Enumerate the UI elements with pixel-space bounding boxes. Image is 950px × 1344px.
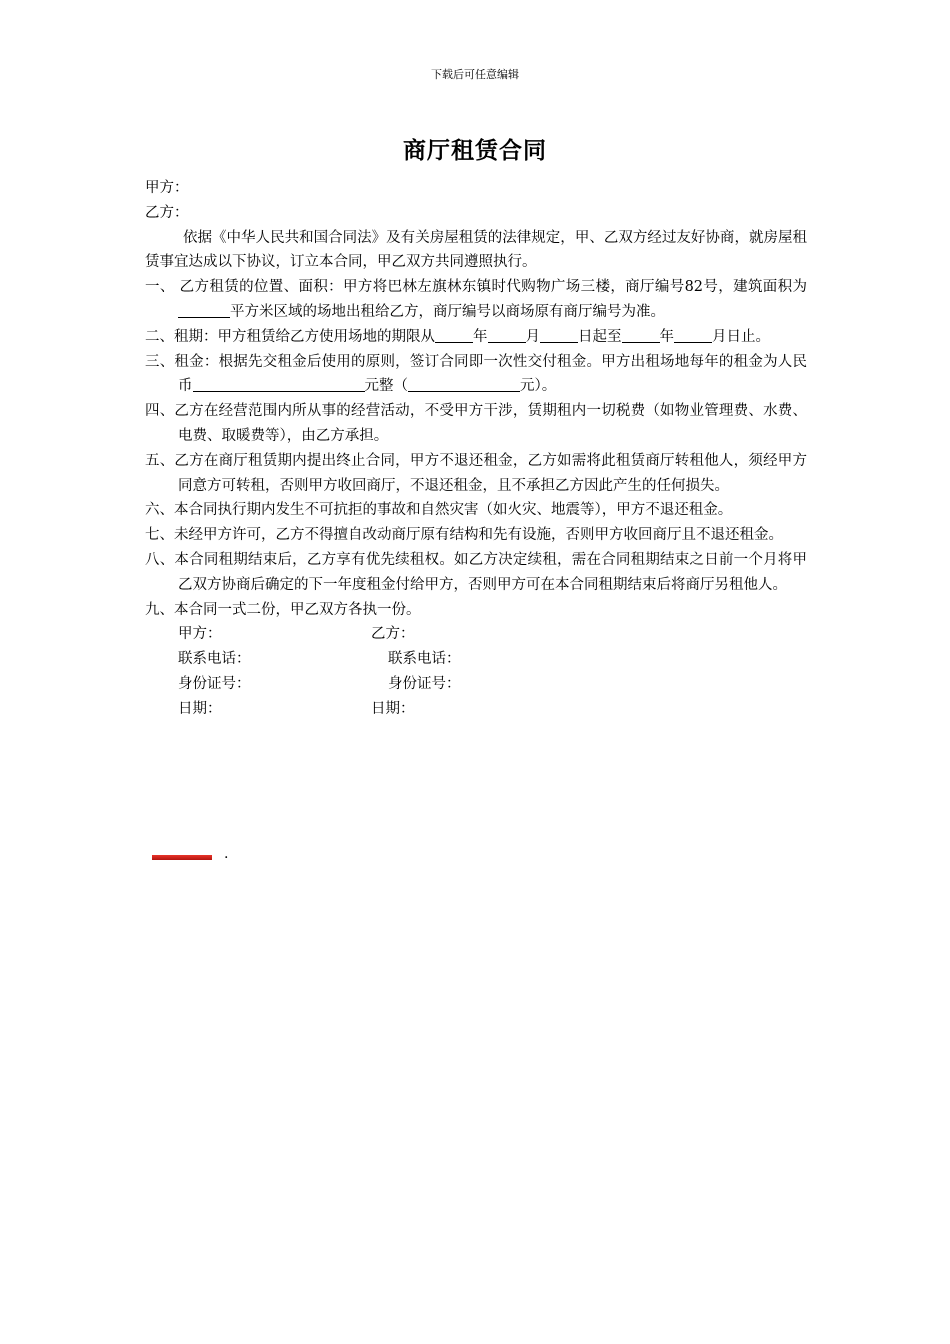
intro-paragraph: 依据《中华人民共和国合同法》及有关房屋租赁的法律规定，甲、乙双方经过友好协商，就房屋租赁事宜达成以下协议，订立本合同，甲乙双方共同遵照执行。: [145, 229, 807, 271]
download-note: 下载后可任意编辑: [431, 68, 519, 81]
rent-amount-number-blank: [408, 375, 520, 392]
contract-body: [145, 176, 807, 722]
signature-id-row: [145, 672, 807, 697]
clause-3-text: 三、租金：根据先交租金后使用的原则，签订合同即一次性交付租金。甲方出租场地每年的租金为人民币: [145, 353, 807, 395]
signature-party-a: 甲方：: [178, 626, 222, 643]
signature-date-b: 日期：: [371, 700, 415, 717]
clause-1-text-b: 平方米区域的场地出租给乙方，商厅编号以商场原有商厅编号为准。: [230, 303, 665, 320]
clause-9: 九、本合同一式二份，甲乙双方各执一份。: [145, 601, 421, 618]
rent-amount-words-blank: [193, 375, 365, 392]
clause-3-close-label: 元）。: [520, 378, 557, 395]
signature-phone-b: 联系电话：: [388, 651, 461, 668]
signature-id-b: 身份证号：: [388, 675, 461, 692]
start-year-blank: [435, 326, 473, 343]
signature-phone-a: 联系电话：: [178, 651, 251, 668]
party-b-line: 乙方：: [145, 204, 189, 221]
signature-party-b: 乙方：: [371, 626, 415, 643]
clause-3: [145, 350, 807, 400]
clause-5: 五、乙方在商厅租赁期内提出终止合同，甲方不退还租金，乙方如需将此租赁商厅转租他人，须经甲方同意方可转租，否则甲方收回商厅，不退还租金，且不承担乙方因此产生的任何损失。: [145, 452, 807, 494]
trailing-dot: .: [224, 846, 229, 862]
clause-2-end-label: 日止。: [726, 328, 770, 345]
start-month-blank: [488, 326, 526, 343]
signature-id-a: 身份证号：: [178, 675, 251, 692]
contract-title: 商厅租赁合同: [403, 137, 547, 164]
red-bar-mark: [152, 855, 212, 860]
clause-7: 七、未经甲方许可，乙方不得擅自改动商厅原有结构和先有设施，否则甲方收回商厅且不退还租金。: [145, 527, 783, 544]
clause-4: 四、乙方在经营范围内所从事的经营活动，不受甲方干涉，赁期租内一切税费（如物业管理费、水费、电费、取暖费等），由乙方承担。: [145, 403, 807, 444]
clause-2-end-year-label: 年: [659, 328, 674, 345]
clause-8: 八、本合同租期结束后，乙方享有优先续租权。如乙方决定续租，需在合同租期结束之日前一个月将甲乙双方协商后确定的下一年度租金付给甲方，否则甲方可在本合同租期结束后将商厅另租他人。: [145, 551, 807, 593]
clause-2-end-month-label: 月: [712, 328, 727, 345]
party-a-line: 甲方：: [145, 180, 189, 196]
clause-6: 六、本合同执行期内发生不可抗拒的事故和自然灾害（如火灾、地震等），甲方不退还租金。: [145, 502, 733, 519]
clause-3-yuan-label: 元整（: [364, 378, 408, 395]
signature-date-a: 日期：: [178, 700, 222, 717]
end-month-blank: [674, 326, 712, 343]
end-year-blank: [622, 326, 660, 343]
clause-2-year-label: 年: [473, 328, 488, 345]
signature-party-row: [145, 622, 807, 647]
clause-1-text-a: 一、 乙方租赁的位置、面积：甲方将巴林左旗林东镇时代购物广场三楼，商厅编号82号，建筑面积为: [145, 279, 807, 296]
signature-date-row: [145, 697, 807, 722]
clause-1: [145, 275, 807, 325]
clause-2-month-label: 月: [525, 328, 540, 345]
signature-phone-row: [145, 647, 807, 672]
clause-2-from-label: 日起至: [578, 328, 622, 345]
start-day-blank: [540, 326, 578, 343]
clause-2: [145, 325, 807, 350]
clause-2-text: 二、租期：甲方租赁给乙方使用场地的期限从: [145, 328, 435, 345]
area-blank: [178, 301, 230, 318]
